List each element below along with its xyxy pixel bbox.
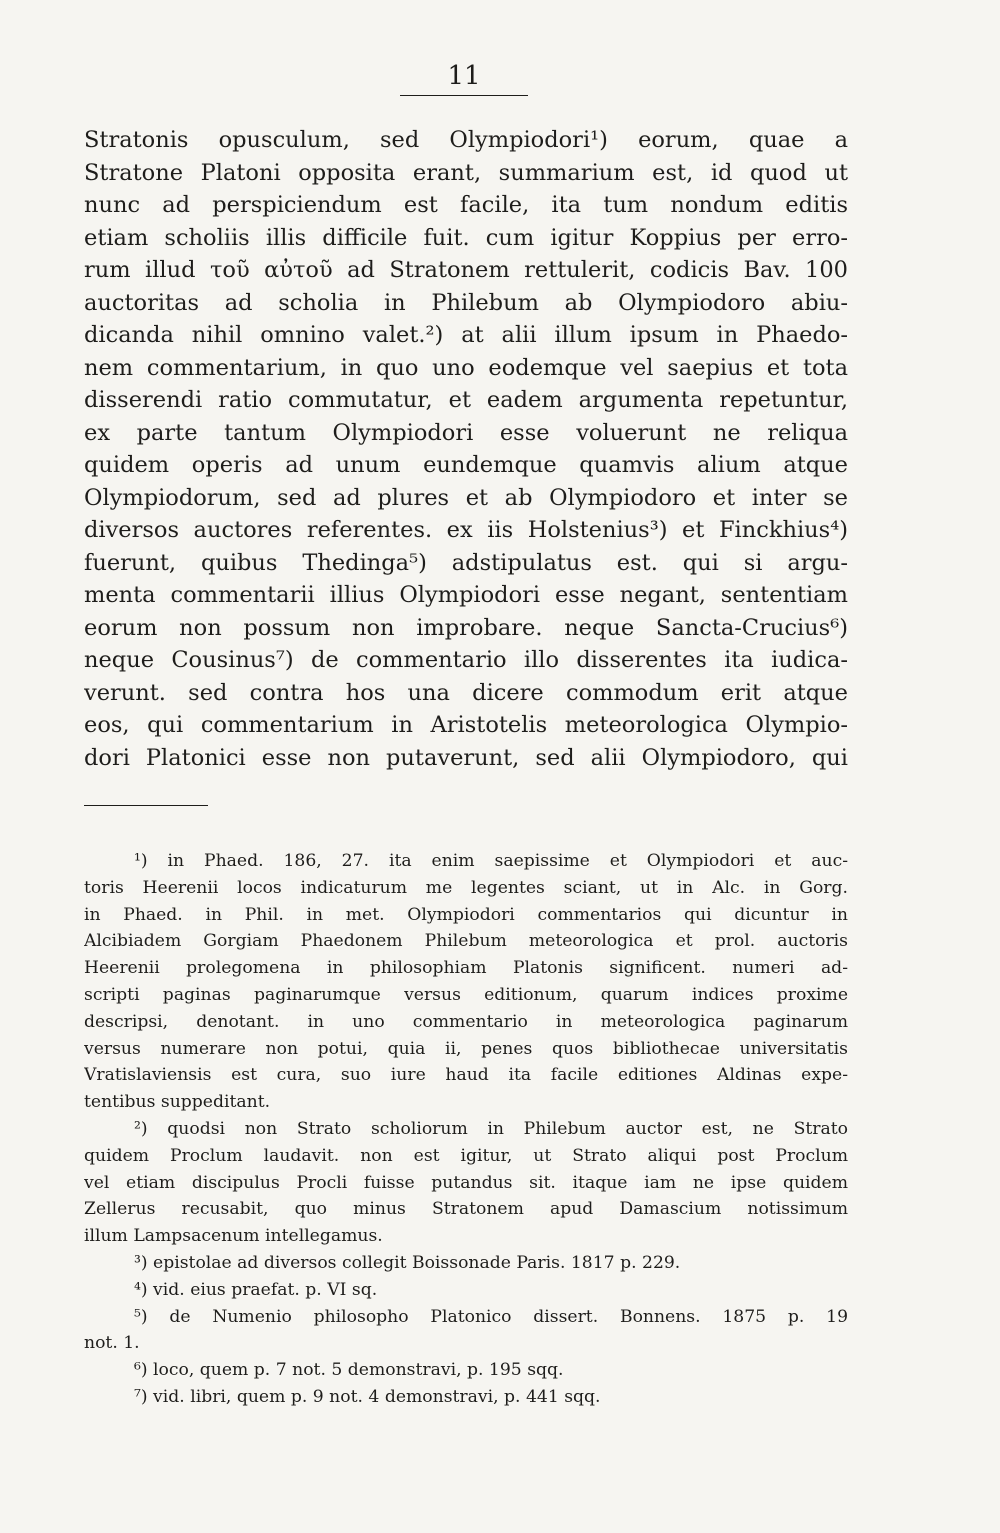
body-line: dicanda nihil omnino valet.²) at alii illum ipsum in Phaedo-: [84, 322, 848, 348]
body-line: auctoritas ad scholia in Philebum ab Olympiodoro abiu-: [84, 289, 848, 316]
body-line: nem commentarium, in quo uno eodemque vel saepius et tota: [84, 354, 848, 381]
footnote-line: illum Lampsacenum intellegamus.: [84, 1226, 383, 1247]
footnote-line: ¹) in Phaed. 186, 27. ita enim saepissime et Olympiodori et auc-: [134, 851, 848, 871]
footnote-rule: [84, 805, 208, 806]
footnote-line: descripsi, denotant. in uno commentario in meteorologica paginarum: [84, 1011, 848, 1032]
body-line: etiam scholiis illis difficile fuit. cum igitur Koppius per erro-: [84, 224, 848, 251]
page-number: 11: [447, 61, 481, 91]
footnote-line: ²) quodsi non Strato scholiorum in Philebum auctor est, ne Strato: [134, 1118, 848, 1139]
body-line: Stratone Platoni opposita erant, summarium est, id quod ut: [84, 159, 848, 186]
main-text: [84, 124, 848, 774]
footnote-line: ³) epistolae ad diversos collegit Boissonade Paris. 1817 p. 229.: [134, 1252, 681, 1273]
footnotes: [84, 848, 848, 1411]
body-line: quidem operis ad unum eundemque quamvis alium atque: [84, 452, 848, 478]
footnote-line: Vratislaviensis est cura, suo iure haud ita facile editiones Aldinas expe-: [84, 1065, 848, 1086]
footnote-line: ⁵) de Numenio philosopho Platonico dissert. Bonnens. 1875 p. 19: [134, 1306, 848, 1327]
body-line: diversos auctores referentes. ex iis Holstenius³) et Finckhius⁴): [84, 517, 848, 543]
header-rule: [400, 95, 528, 96]
body-line: nunc ad perspiciendum est facile, ita tum nondum editis: [84, 192, 848, 218]
body-line: eorum non possum non improbare. neque Sancta-Crucius⁶): [84, 614, 848, 641]
footnote-line: vel etiam discipulus Procli fuisse putandus sit. itaque iam ne ipse quidem: [84, 1172, 848, 1193]
footnote-line: Alcibiadem Gorgiam Phaedonem Philebum meteorologica et prol. auctoris: [84, 931, 848, 952]
body-line: menta commentarii illius Olympiodori esse negant, sententiam: [84, 582, 848, 608]
footnote-line: ⁷) vid. libri, quem p. 9 not. 4 demonstravi, p. 441 sqq.: [134, 1386, 601, 1407]
body-line: neque Cousinus⁷) de commentario illo disserentes ita iudica-: [84, 647, 848, 673]
body-line: Stratonis opusculum, sed Olympiodori¹) eorum, quae a: [84, 127, 848, 153]
body-line: disserendi ratio commutatur, et eadem argumenta repetuntur,: [84, 387, 848, 413]
body-line: Olympiodorum, sed ad plures et ab Olympiodoro et inter se: [84, 484, 848, 511]
body-line: dori Platonici esse non putaverunt, sed alii Olympiodoro, qui: [84, 744, 848, 771]
footnote-line: not. 1.: [84, 1333, 140, 1354]
footnote-line: ⁶) loco, quem p. 7 not. 5 demonstravi, p. 195 sqq.: [134, 1360, 564, 1381]
footnote-line: ⁴) vid. eius praefat. p. VI sq.: [134, 1279, 378, 1300]
footnote-line: in Phaed. in Phil. in met. Olympiodori commentarios qui dicuntur in: [84, 904, 848, 925]
footnote-line: tentibus suppeditant.: [84, 1092, 271, 1113]
body-line: verunt. sed contra hos una dicere commodum erit atque: [84, 679, 848, 706]
footnote-line: versus numerare non potui, quia ii, penes quos bibliothecae universitatis: [84, 1038, 848, 1059]
footnote-line: quidem Proclum laudavit. non est igitur, ut Strato aliqui post Proclum: [84, 1145, 848, 1166]
body-line: ex parte tantum Olympiodori esse voluerunt ne reliqua: [84, 419, 848, 446]
body-line: eos, qui commentarium in Aristotelis meteorologica Olympio-: [84, 712, 848, 738]
body-line: fuerunt, quibus Thedinga⁵) adstipulatus est. qui si argu-: [84, 549, 848, 576]
footnote-line: Zellerus recusabit, quo minus Stratonem apud Damascium notissimum: [84, 1199, 848, 1220]
footnote-line: Heerenii prolegomena in philosophiam Platonis significent. numeri ad-: [84, 958, 848, 979]
footnote-line: scripti paginas paginarumque versus editionum, quarum indices proxime: [84, 984, 848, 1005]
footnote-line: toris Heerenii locos indicaturum me legentes sciant, ut in Alc. in Gorg.: [84, 877, 848, 898]
body-line: rum illud τοῦ αὐτοῦ ad Stratonem rettulerit, codicis Bav. 100: [84, 257, 848, 283]
